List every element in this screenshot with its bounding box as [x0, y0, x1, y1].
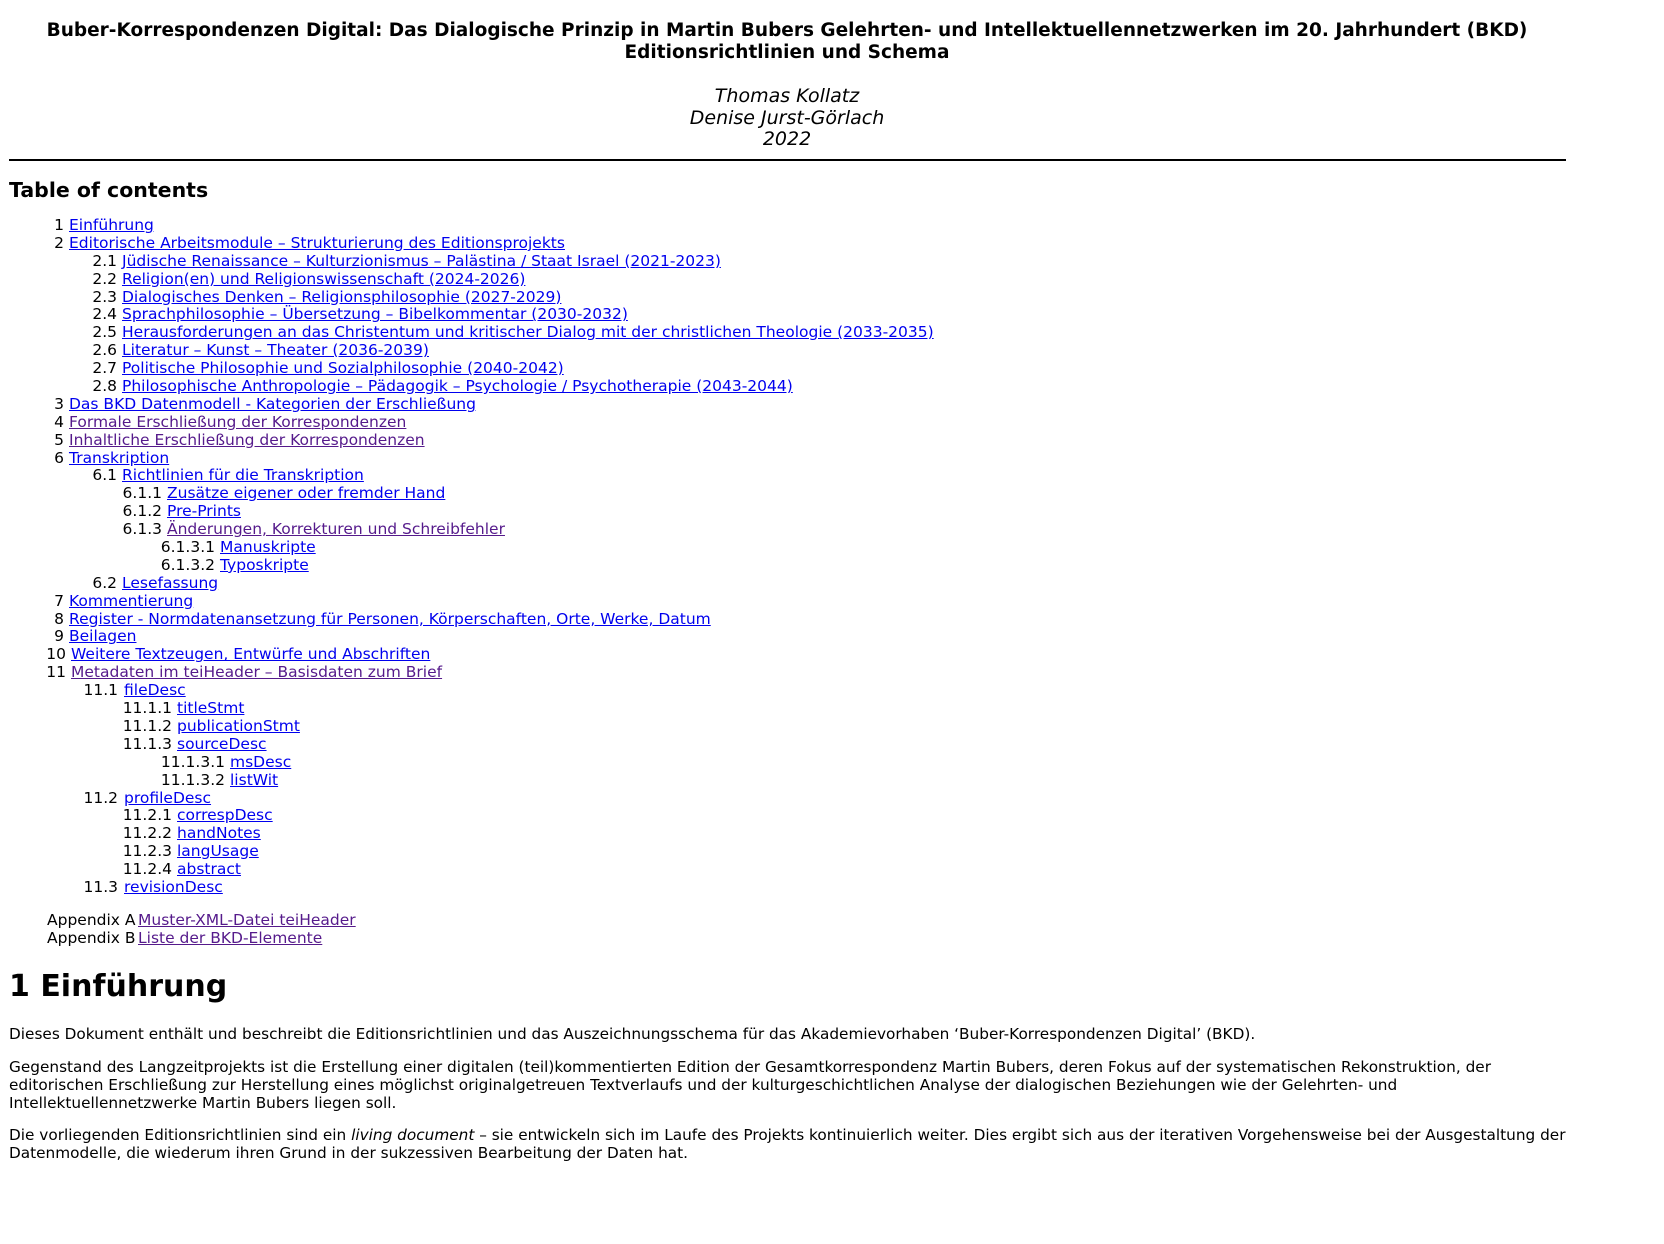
toc-entry-link[interactable]: Formale Erschließung der Korrespondenzen	[69, 412, 407, 431]
toc-entry-link[interactable]: fileDesc	[124, 681, 186, 700]
toc-entry-link[interactable]: Lesefassung	[122, 573, 219, 592]
toc-entry-number: 6.1.2	[122, 502, 162, 521]
toc-entry-number: 10	[46, 645, 66, 664]
appendix-label: Appendix A	[47, 911, 136, 929]
toc-entry-link[interactable]: langUsage	[177, 842, 259, 861]
toc-entry-number: 11.2.2	[122, 824, 172, 843]
toc-entry-link[interactable]: Änderungen, Korrekturen und Schreibfehler	[167, 520, 505, 539]
title-divider	[9, 159, 1566, 161]
toc-entry-link[interactable]: Einführung	[69, 216, 154, 234]
toc-entry-number: 11.2.1	[122, 806, 172, 825]
toc-entry-number: 6.1	[92, 466, 117, 485]
toc-entry-link[interactable]: Metadaten im teiHeader – Basisdaten zum Brief	[71, 663, 443, 682]
toc-entry-number: 6.1.1	[122, 484, 162, 503]
toc-entry-link[interactable]: msDesc	[230, 752, 292, 771]
toc-entry-number: 2.1	[92, 251, 117, 270]
paragraph-3-emphasis: living document	[351, 1126, 475, 1144]
toc-entry-number: 6	[54, 448, 64, 467]
title-line-2: Editionsrichtlinien und Schema	[624, 42, 950, 63]
toc-entry-link[interactable]: Richtlinien für die Transkription	[122, 466, 364, 485]
author-1: Thomas Kollatz	[714, 85, 860, 107]
toc-entry-number: 6.1.3	[122, 520, 162, 539]
toc-entry-number: 6.1.3.2	[160, 555, 215, 574]
toc-entry-number: 11.1	[83, 681, 118, 700]
author-2: Denise Jurst-Görlach	[689, 106, 885, 129]
toc-entry-number: 11.1.3	[122, 734, 172, 753]
toc-entry-number: 9	[54, 627, 64, 646]
toc-entry-number: 11.1.1	[122, 699, 172, 718]
toc-entry-link[interactable]: Zusätze eigener oder fremder Hand	[167, 484, 446, 503]
toc-entry-link[interactable]: publicationStmt	[177, 716, 300, 735]
toc-entry-number: 2.4	[92, 305, 117, 324]
toc-entry-number: 2.5	[92, 323, 117, 342]
title-line-1: Buber-Korrespondenzen Digital: Das Dialogische Prinzip in Martin Bubers Gelehrten- und Intellektuellennetzwerken im 20. Jahrhundert (BKD)	[46, 20, 1528, 41]
toc-entry-number: 11.2.4	[122, 860, 172, 879]
toc-entry-link[interactable]: Kommentierung	[69, 591, 194, 610]
appendix-label: Appendix B	[47, 928, 136, 947]
toc-entry-link[interactable]: profileDesc	[124, 788, 212, 807]
toc-entry-number: 11	[46, 663, 66, 682]
toc-entry-link[interactable]: Typoskripte	[220, 555, 309, 574]
paragraph-3-text-after: – sie entwickeln sich im Laufe des Projekts kontinuierlich weiter. Dies ergibt sich aus der iterativen Vorgehensweise bei der Ausgestaltung der Datenmodelle, die wiederum ihren Grund in der sukzessiven Bearbeitung der Daten hat.	[9, 1126, 1566, 1162]
paragraph-3-text-before: Die vorliegenden Editionsrichtlinien sind ein	[9, 1126, 352, 1144]
toc-entry-link[interactable]: listWit	[230, 770, 279, 789]
paragraph-3	[9, 1127, 1566, 1163]
toc-entry-number: 11.3	[83, 877, 118, 896]
toc-entry-number: 8	[54, 609, 64, 628]
title-block	[0, 20, 1566, 151]
toc-entry-link[interactable]: Herausforderungen an das Christentum und kritischer Dialog mit der christlichen Theologie (2033-2035)	[122, 323, 934, 342]
toc-entry-link[interactable]: Das BKD Datenmodell - Kategorien der Erschließung	[69, 394, 476, 413]
author-block	[0, 86, 1566, 151]
toc-entry-number: 2.3	[92, 287, 117, 306]
toc-entry-link[interactable]: Editorische Arbeitsmodule – Strukturierung des Editionsprojekts	[69, 233, 565, 252]
toc-entry-link[interactable]: Philosophische Anthropologie – Pädagogik – Psychologie / Psychotherapie (2043-2044)	[122, 377, 793, 396]
toc-entry-link[interactable]: Literatur – Kunst – Theater (2036-2039)	[122, 341, 429, 360]
toc-entry-number: 11.2	[83, 788, 118, 807]
toc-entry-number: 3	[54, 394, 64, 413]
toc-entry-link[interactable]: Transkription	[69, 448, 170, 467]
toc-entry-number: 2.8	[92, 377, 117, 396]
toc-entry-number: 4	[54, 412, 64, 431]
toc-entry-link[interactable]: Politische Philosophie und Sozialphilosophie (2040-2042)	[122, 359, 564, 378]
toc-entry-number: 1	[54, 216, 64, 234]
toc-entry-number: 11.2.3	[122, 842, 172, 861]
toc-entry-link[interactable]: Religion(en) und Religionswissenschaft (2024-2026)	[122, 269, 526, 288]
toc-entry-link[interactable]: titleStmt	[177, 699, 245, 718]
toc-entry-link[interactable]: Jüdische Renaissance – Kulturzionismus – Palästina / Staat Israel (2021-2023)	[122, 251, 721, 270]
publication-year: 2022	[762, 128, 812, 150]
toc-entry-link[interactable]: Register - Normdatenansetzung für Personen, Körperschaften, Orte, Werke, Datum	[69, 609, 711, 628]
toc-entry-number: 5	[54, 430, 64, 449]
toc-entry-number: 2.6	[92, 341, 117, 360]
toc-entry-number: 2.2	[92, 269, 117, 288]
toc-entry-number: 6.1.3.1	[160, 538, 215, 557]
section-heading: 1 Einführung	[9, 969, 228, 1004]
toc-entry-number: 6.2	[92, 573, 117, 592]
toc-heading: Table of contents	[9, 178, 209, 202]
document-title	[0, 20, 1566, 64]
toc-entry-number: 11.1.3.1	[160, 752, 225, 771]
toc-entry-link[interactable]: correspDesc	[177, 806, 273, 825]
toc-entry-number: 11.1.2	[122, 716, 172, 735]
appendix-link[interactable]: Liste der BKD-Elemente	[138, 928, 323, 947]
toc-entry-link[interactable]: Manuskripte	[220, 538, 316, 557]
toc-entry-number: 2	[54, 233, 64, 252]
toc-entry-link[interactable]: Dialogisches Denken – Religionsphilosophie (2027-2029)	[122, 287, 562, 306]
toc-entry-link[interactable]: Pre-Prints	[167, 502, 241, 521]
toc-entry-link[interactable]: handNotes	[177, 824, 261, 843]
toc-entry-link[interactable]: Weitere Textzeugen, Entwürfe und Abschriften	[71, 645, 431, 664]
toc-entry-number: 2.7	[92, 359, 117, 378]
paragraph-1: Dieses Dokument enthält und beschreibt die Editionsrichtlinien und das Auszeichnungsschema für das Akademievorhaben ‘Buber-Korrespondenzen Digital’ (BKD).	[9, 1025, 1256, 1043]
toc-entry-link[interactable]: abstract	[177, 860, 241, 879]
toc-entry-number: 7	[54, 591, 64, 610]
toc-entry-link[interactable]: Inhaltliche Erschließung der Korrespondenzen	[69, 430, 425, 449]
toc-entry-link[interactable]: Beilagen	[69, 627, 137, 646]
toc-entry-link[interactable]: sourceDesc	[177, 734, 267, 753]
toc-entry-link[interactable]: Sprachphilosophie – Übersetzung – Bibelkommentar (2030-2032)	[122, 305, 628, 324]
appendix-link[interactable]: Muster-XML-Datei teiHeader	[138, 911, 356, 929]
paragraph-2: Gegenstand des Langzeitprojekts ist die Erstellung einer digitalen (teil)kommentierten Edition der Gesamtkorrespondenz Martin Bubers, deren Fokus auf der systematischen Rekonstruktion, der editorischen Erschließung zur Herstellung eines möglichst originalgetreuen Textverlaufs und der kulturgeschichtlichen Analyse der dialogischen Beziehungen wie der Gelehrten- und Intellektuellennetzwerke Martin Bubers liegen soll.	[9, 1058, 1491, 1112]
toc-entry-link[interactable]: revisionDesc	[124, 877, 223, 896]
toc-entry-number: 11.1.3.2	[160, 770, 225, 789]
